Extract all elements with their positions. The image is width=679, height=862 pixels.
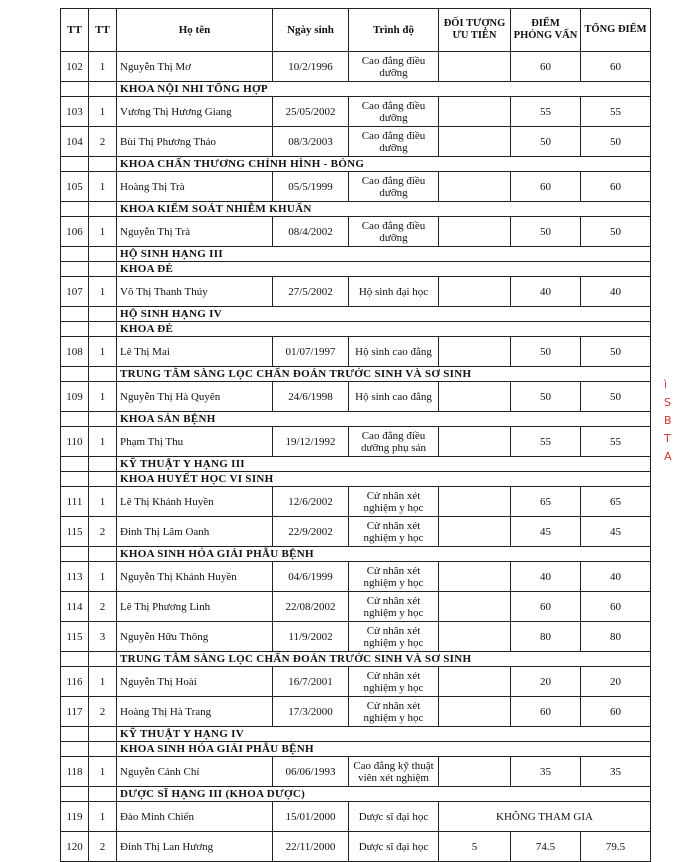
section-row bbox=[61, 307, 651, 322]
section-title: KHOA ĐẺ bbox=[117, 262, 651, 277]
section-row bbox=[61, 727, 651, 742]
section-row bbox=[61, 262, 651, 277]
cell-dob: 01/07/1997 bbox=[273, 337, 349, 367]
cell-tt: 109 bbox=[61, 382, 89, 412]
cell-total: 60 bbox=[581, 592, 651, 622]
cell-interview: 65 bbox=[511, 487, 581, 517]
cell-total: 55 bbox=[581, 97, 651, 127]
cell-tt: 110 bbox=[61, 427, 89, 457]
table-row bbox=[61, 217, 651, 247]
cell-dob: 12/6/2002 bbox=[273, 487, 349, 517]
empty-cell bbox=[89, 727, 117, 742]
cell-tt2: 2 bbox=[89, 592, 117, 622]
cell-tt2: 1 bbox=[89, 487, 117, 517]
cell-tt2: 1 bbox=[89, 802, 117, 832]
cell-name: Lê Thị Khánh Huyền bbox=[117, 487, 273, 517]
stamp-glyph: A bbox=[664, 450, 672, 463]
cell-interview: 60 bbox=[511, 697, 581, 727]
cell-level: Cao đẳng điều dưỡng bbox=[349, 97, 439, 127]
cell-priority bbox=[439, 592, 511, 622]
cell-level: Cao đẳng điều dưỡng bbox=[349, 217, 439, 247]
cell-tt2: 2 bbox=[89, 517, 117, 547]
cell-level: Cao đẳng điều dưỡng bbox=[349, 127, 439, 157]
cell-name: Nguyễn Hữu Thông bbox=[117, 622, 273, 652]
empty-cell bbox=[61, 727, 89, 742]
cell-tt: 117 bbox=[61, 697, 89, 727]
section-title: HỘ SINH HẠNG III bbox=[117, 247, 651, 262]
section-row bbox=[61, 472, 651, 487]
cell-tt: 104 bbox=[61, 127, 89, 157]
cell-level: Dược sĩ đại học bbox=[349, 832, 439, 862]
cell-interview: 80 bbox=[511, 622, 581, 652]
cell-dob: 24/6/1998 bbox=[273, 382, 349, 412]
cell-tt2: 2 bbox=[89, 127, 117, 157]
section-title: KỸ THUẬT Y HẠNG III bbox=[117, 457, 651, 472]
empty-cell bbox=[61, 202, 89, 217]
cell-level: Cao đẳng kỹ thuật viên xét nghiệm bbox=[349, 757, 439, 787]
col-name: Họ tên bbox=[117, 9, 273, 52]
cell-tt: 116 bbox=[61, 667, 89, 697]
cell-priority bbox=[439, 562, 511, 592]
cell-dob: 08/4/2002 bbox=[273, 217, 349, 247]
cell-interview: 60 bbox=[511, 592, 581, 622]
cell-tt: 103 bbox=[61, 97, 89, 127]
stamp-glyph: S bbox=[664, 396, 671, 409]
cell-total: 50 bbox=[581, 337, 651, 367]
empty-cell bbox=[89, 412, 117, 427]
cell-total: 50 bbox=[581, 127, 651, 157]
table-row bbox=[61, 487, 651, 517]
empty-cell bbox=[89, 322, 117, 337]
cell-tt2: 2 bbox=[89, 832, 117, 862]
cell-tt: 105 bbox=[61, 172, 89, 202]
cell-level: Hộ sinh cao đẳng bbox=[349, 337, 439, 367]
col-interview: ĐIỂM PHỎNG VẤN bbox=[511, 9, 581, 52]
table-row bbox=[61, 382, 651, 412]
cell-total: 50 bbox=[581, 217, 651, 247]
cell-dob: 25/05/2002 bbox=[273, 97, 349, 127]
cell-priority bbox=[439, 697, 511, 727]
cell-dob: 11/9/2002 bbox=[273, 622, 349, 652]
cell-total: 60 bbox=[581, 172, 651, 202]
cell-priority bbox=[439, 517, 511, 547]
cell-name: Nguyễn Thị Trà bbox=[117, 217, 273, 247]
cell-name: Lê Thị Phương Linh bbox=[117, 592, 273, 622]
section-row bbox=[61, 787, 651, 802]
empty-cell bbox=[89, 82, 117, 97]
cell-priority bbox=[439, 97, 511, 127]
cell-priority bbox=[439, 277, 511, 307]
col-total: TỔNG ĐIỂM bbox=[581, 9, 651, 52]
section-row bbox=[61, 157, 651, 172]
section-title: KHOA SINH HÓA GIẢI PHẪU BỆNH bbox=[117, 742, 651, 757]
cell-level: Cử nhân xét nghiệm y học bbox=[349, 592, 439, 622]
table-row bbox=[61, 337, 651, 367]
cell-total: 45 bbox=[581, 517, 651, 547]
cell-tt: 113 bbox=[61, 562, 89, 592]
section-row bbox=[61, 322, 651, 337]
cell-name: Đào Minh Chiến bbox=[117, 802, 273, 832]
cell-total: 79.5 bbox=[581, 832, 651, 862]
empty-cell bbox=[61, 322, 89, 337]
table-row bbox=[61, 277, 651, 307]
cell-name: Nguyễn Thị Hà Quyên bbox=[117, 382, 273, 412]
empty-cell bbox=[61, 742, 89, 757]
section-row bbox=[61, 457, 651, 472]
cell-total: 20 bbox=[581, 667, 651, 697]
cell-priority bbox=[439, 382, 511, 412]
cell-dob: 15/01/2000 bbox=[273, 802, 349, 832]
table-row bbox=[61, 667, 651, 697]
empty-cell bbox=[61, 262, 89, 277]
cell-priority: 5 bbox=[439, 832, 511, 862]
cell-level: Cử nhân xét nghiệm y học bbox=[349, 517, 439, 547]
cell-priority bbox=[439, 217, 511, 247]
cell-dob: 22/08/2002 bbox=[273, 592, 349, 622]
section-title: KHOA SINH HÓA GIẢI PHẪU BỆNH bbox=[117, 547, 651, 562]
section-title: KHOA HUYẾT HỌC VI SINH bbox=[117, 472, 651, 487]
section-title: DƯỢC SĨ HẠNG III (KHOA DƯỢC) bbox=[117, 787, 651, 802]
stamp-glyph: ì bbox=[664, 378, 668, 391]
cell-total: 60 bbox=[581, 697, 651, 727]
empty-cell bbox=[61, 547, 89, 562]
empty-cell bbox=[89, 787, 117, 802]
cell-interview: 60 bbox=[511, 52, 581, 82]
empty-cell bbox=[89, 472, 117, 487]
table-row bbox=[61, 757, 651, 787]
empty-cell bbox=[89, 247, 117, 262]
section-row bbox=[61, 652, 651, 667]
cell-dob: 10/2/1996 bbox=[273, 52, 349, 82]
cell-interview: 20 bbox=[511, 667, 581, 697]
cell-dob: 05/5/1999 bbox=[273, 172, 349, 202]
empty-cell bbox=[61, 307, 89, 322]
col-level: Trình độ bbox=[349, 9, 439, 52]
cell-total: 65 bbox=[581, 487, 651, 517]
section-row bbox=[61, 742, 651, 757]
cell-priority bbox=[439, 427, 511, 457]
cell-total: 50 bbox=[581, 382, 651, 412]
cell-dob: 16/7/2001 bbox=[273, 667, 349, 697]
empty-cell bbox=[61, 652, 89, 667]
empty-cell bbox=[89, 652, 117, 667]
cell-interview: 50 bbox=[511, 217, 581, 247]
cell-tt: 108 bbox=[61, 337, 89, 367]
table-row bbox=[61, 517, 651, 547]
cell-priority bbox=[439, 52, 511, 82]
cell-tt2: 1 bbox=[89, 217, 117, 247]
table-row bbox=[61, 172, 651, 202]
cell-status: KHÔNG THAM GIA bbox=[439, 802, 651, 832]
cell-interview: 40 bbox=[511, 277, 581, 307]
table-row bbox=[61, 697, 651, 727]
cell-level: Hộ sinh cao đẳng bbox=[349, 382, 439, 412]
cell-priority bbox=[439, 757, 511, 787]
table-row bbox=[61, 562, 651, 592]
cell-interview: 50 bbox=[511, 127, 581, 157]
cell-tt: 118 bbox=[61, 757, 89, 787]
stamp-glyph: B bbox=[664, 414, 672, 427]
section-title: TRUNG TÂM SÀNG LỌC CHẨN ĐOÁN TRƯỚC SINH VÀ SƠ SINH bbox=[117, 652, 651, 667]
cell-interview: 45 bbox=[511, 517, 581, 547]
cell-tt: 119 bbox=[61, 802, 89, 832]
empty-cell bbox=[89, 742, 117, 757]
table-row bbox=[61, 427, 651, 457]
results-table bbox=[60, 8, 651, 862]
stamp-glyph: T bbox=[664, 432, 671, 445]
empty-cell bbox=[61, 247, 89, 262]
empty-cell bbox=[61, 787, 89, 802]
cell-name: Đinh Thị Lan Hương bbox=[117, 832, 273, 862]
cell-level: Cử nhân xét nghiệm y học bbox=[349, 487, 439, 517]
cell-tt2: 1 bbox=[89, 97, 117, 127]
empty-cell bbox=[61, 367, 89, 382]
cell-name: Phạm Thị Thu bbox=[117, 427, 273, 457]
table-row bbox=[61, 97, 651, 127]
empty-cell bbox=[61, 157, 89, 172]
empty-cell bbox=[89, 307, 117, 322]
cell-dob: 06/06/1993 bbox=[273, 757, 349, 787]
cell-name: Lê Thị Mai bbox=[117, 337, 273, 367]
cell-dob: 17/3/2000 bbox=[273, 697, 349, 727]
section-row bbox=[61, 202, 651, 217]
table-row bbox=[61, 832, 651, 862]
cell-tt: 115 bbox=[61, 622, 89, 652]
empty-cell bbox=[89, 547, 117, 562]
cell-tt2: 1 bbox=[89, 562, 117, 592]
cell-tt: 111 bbox=[61, 487, 89, 517]
cell-priority bbox=[439, 127, 511, 157]
cell-level: Cao đẳng điều dưỡng bbox=[349, 52, 439, 82]
cell-interview: 50 bbox=[511, 382, 581, 412]
cell-tt2: 1 bbox=[89, 52, 117, 82]
empty-cell bbox=[89, 367, 117, 382]
section-title: KHOA ĐẺ bbox=[117, 322, 651, 337]
cell-total: 55 bbox=[581, 427, 651, 457]
cell-tt2: 2 bbox=[89, 697, 117, 727]
cell-level: Cử nhân xét nghiệm y học bbox=[349, 697, 439, 727]
cell-name: Đinh Thị Lâm Oanh bbox=[117, 517, 273, 547]
cell-tt: 120 bbox=[61, 832, 89, 862]
col-dob: Ngày sinh bbox=[273, 9, 349, 52]
empty-cell bbox=[89, 202, 117, 217]
empty-cell bbox=[61, 412, 89, 427]
table-row bbox=[61, 52, 651, 82]
cell-priority bbox=[439, 172, 511, 202]
table-body bbox=[61, 52, 651, 862]
section-row bbox=[61, 247, 651, 262]
table-row bbox=[61, 622, 651, 652]
cell-dob: 19/12/1992 bbox=[273, 427, 349, 457]
cell-tt2: 1 bbox=[89, 757, 117, 787]
cell-name: Võ Thị Thanh Thúy bbox=[117, 277, 273, 307]
cell-tt2: 1 bbox=[89, 337, 117, 367]
cell-dob: 22/9/2002 bbox=[273, 517, 349, 547]
cell-interview: 60 bbox=[511, 172, 581, 202]
cell-tt: 102 bbox=[61, 52, 89, 82]
section-row bbox=[61, 412, 651, 427]
empty-cell bbox=[61, 457, 89, 472]
cell-level: Cử nhân xét nghiệm y học bbox=[349, 622, 439, 652]
section-title: TRUNG TÂM SÀNG LỌC CHẨN ĐOÁN TRƯỚC SINH VÀ SƠ SINH bbox=[117, 367, 651, 382]
cell-name: Nguyễn Thị Khánh Huyền bbox=[117, 562, 273, 592]
cell-interview: 40 bbox=[511, 562, 581, 592]
empty-cell bbox=[61, 472, 89, 487]
cell-tt2: 1 bbox=[89, 427, 117, 457]
cell-priority bbox=[439, 337, 511, 367]
cell-name: Nguyễn Thị Mơ bbox=[117, 52, 273, 82]
table-row bbox=[61, 592, 651, 622]
cell-level: Cử nhân xét nghiệm y học bbox=[349, 667, 439, 697]
section-title: KỸ THUẬT Y HẠNG IV bbox=[117, 727, 651, 742]
cell-name: Hoàng Thị Hà Trang bbox=[117, 697, 273, 727]
col-tt: TT bbox=[61, 9, 89, 52]
cell-interview: 50 bbox=[511, 337, 581, 367]
cell-dob: 04/6/1999 bbox=[273, 562, 349, 592]
section-title: KHOA NỘI NHI TỔNG HỢP bbox=[117, 82, 651, 97]
section-row bbox=[61, 82, 651, 97]
section-title: KHOA CHẤN THƯƠNG CHỈNH HÌNH - BỎNG bbox=[117, 157, 651, 172]
cell-total: 60 bbox=[581, 52, 651, 82]
cell-tt2: 1 bbox=[89, 277, 117, 307]
cell-dob: 22/11/2000 bbox=[273, 832, 349, 862]
cell-level: Cao đẳng điều dưỡng bbox=[349, 172, 439, 202]
cell-name: Nguyễn Cảnh Chí bbox=[117, 757, 273, 787]
cell-interview: 55 bbox=[511, 427, 581, 457]
cell-priority bbox=[439, 667, 511, 697]
cell-tt: 115 bbox=[61, 517, 89, 547]
cell-tt2: 1 bbox=[89, 172, 117, 202]
empty-cell bbox=[61, 82, 89, 97]
cell-tt: 114 bbox=[61, 592, 89, 622]
cell-total: 40 bbox=[581, 277, 651, 307]
cell-interview: 55 bbox=[511, 97, 581, 127]
section-row bbox=[61, 367, 651, 382]
table-row bbox=[61, 127, 651, 157]
section-title: HỘ SINH HẠNG IV bbox=[117, 307, 651, 322]
cell-tt2: 3 bbox=[89, 622, 117, 652]
cell-dob: 27/5/2002 bbox=[273, 277, 349, 307]
cell-interview: 35 bbox=[511, 757, 581, 787]
cell-tt2: 1 bbox=[89, 667, 117, 697]
cell-name: Vương Thị Hương Giang bbox=[117, 97, 273, 127]
cell-level: Hộ sinh đại học bbox=[349, 277, 439, 307]
cell-tt2: 1 bbox=[89, 382, 117, 412]
cell-tt: 106 bbox=[61, 217, 89, 247]
cell-interview: 74.5 bbox=[511, 832, 581, 862]
cell-level: Cao đẳng điều dưỡng phụ sản bbox=[349, 427, 439, 457]
section-row bbox=[61, 547, 651, 562]
cell-name: Nguyễn Thị Hoài bbox=[117, 667, 273, 697]
section-title: KHOA KIỂM SOÁT NHIỄM KHUẨN bbox=[117, 202, 651, 217]
header-row bbox=[61, 9, 651, 52]
empty-cell bbox=[89, 157, 117, 172]
col-priority: ĐỐI TƯỢNG ƯU TIÊN bbox=[439, 9, 511, 52]
empty-cell bbox=[89, 262, 117, 277]
cell-priority bbox=[439, 622, 511, 652]
table-row bbox=[61, 802, 651, 832]
cell-name: Hoàng Thị Trà bbox=[117, 172, 273, 202]
cell-priority bbox=[439, 487, 511, 517]
cell-total: 80 bbox=[581, 622, 651, 652]
cell-total: 35 bbox=[581, 757, 651, 787]
cell-tt: 107 bbox=[61, 277, 89, 307]
cell-level: Cử nhân xét nghiệm y học bbox=[349, 562, 439, 592]
cell-total: 40 bbox=[581, 562, 651, 592]
cell-level: Dược sĩ đại học bbox=[349, 802, 439, 832]
cell-dob: 08/3/2003 bbox=[273, 127, 349, 157]
section-title: KHOA SẢN BỆNH bbox=[117, 412, 651, 427]
col-tt2: TT bbox=[89, 9, 117, 52]
cell-name: Bùi Thị Phương Thảo bbox=[117, 127, 273, 157]
empty-cell bbox=[89, 457, 117, 472]
